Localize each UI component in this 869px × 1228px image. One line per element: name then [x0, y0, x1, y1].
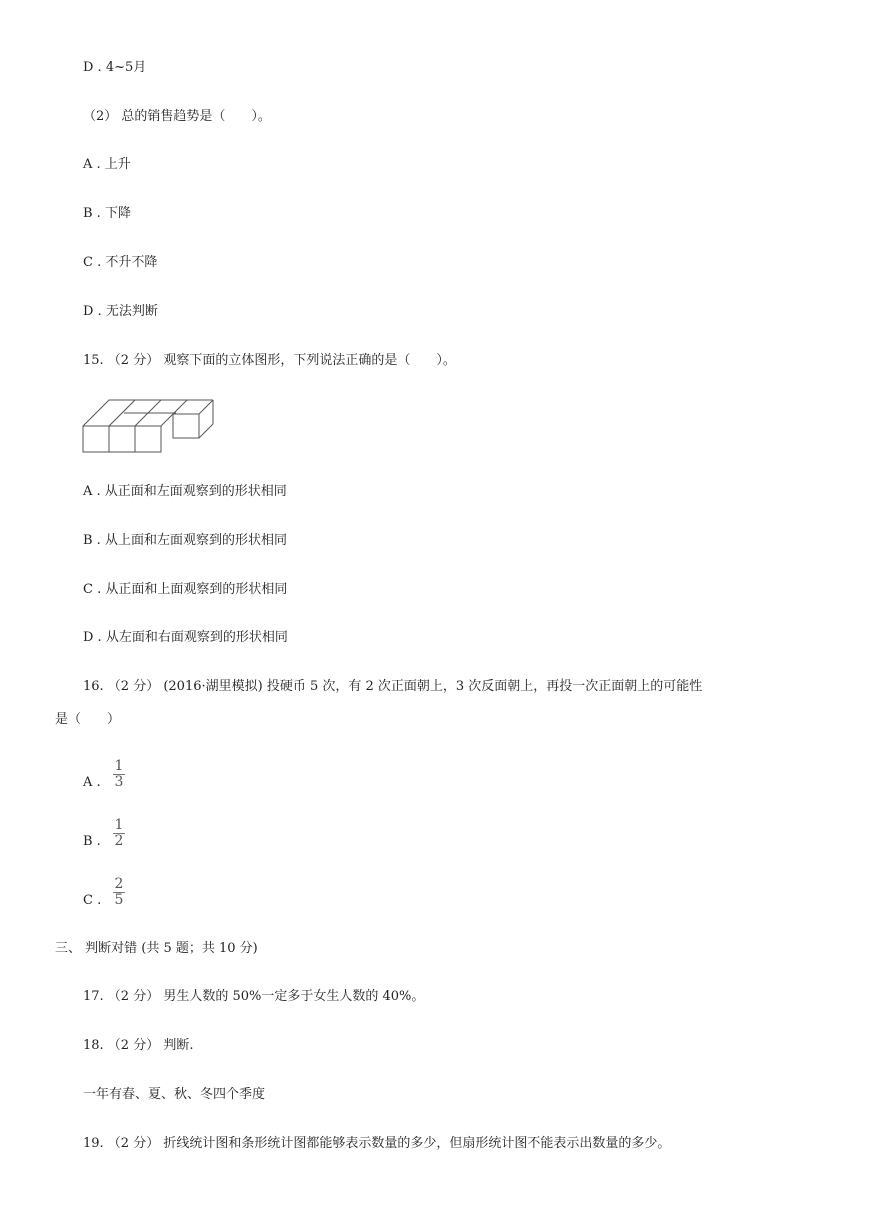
- q19-text: 19. （2 分） 折线统计图和条形统计图都能够表示数量的多少，但扇形统计图不能表示出数量的多少。: [83, 1136, 671, 1151]
- q16-option-c-label: C .: [83, 893, 102, 908]
- q15-stem: 15. （2 分） 观察下面的立体图形，下列说法正确的是（ ）。: [83, 353, 456, 368]
- q14-sub2-option-d: D . 无法判断: [83, 304, 158, 319]
- fraction-numerator: 1: [114, 758, 124, 774]
- q14-sub2-option-b: B . 下降: [83, 206, 131, 221]
- q17-text: 17. （2 分） 男生人数的 50%一定多于女生人数的 40%。: [83, 989, 425, 1004]
- q14-sub2-stem: （2） 总的销售趋势是（ ）。: [83, 109, 271, 124]
- q15-option-d: D . 从左面和右面观察到的形状相同: [83, 630, 288, 645]
- q14-sub2-option-c: C . 不升不降: [83, 255, 158, 270]
- cube-figure-lines: [83, 400, 213, 452]
- q14-sub2-option-a: A . 上升: [83, 157, 131, 172]
- q16-option-a-fraction: [113, 760, 125, 789]
- q16-stem-line2: 是（ ）: [55, 712, 121, 727]
- fraction-denominator: 5: [114, 892, 124, 908]
- q15-option-b: B . 从上面和左面观察到的形状相同: [83, 533, 287, 548]
- q16-option-a-label: A .: [83, 775, 101, 790]
- q16-stem-line1: 16. （2 分） (2016·湖里模拟) 投硬币 5 次，有 2 次正面朝上，3 次反面朝上，再投一次正面朝上的可能性: [83, 679, 703, 694]
- section3-title: 三、 判断对错 (共 5 题；共 10 分): [55, 941, 258, 956]
- fraction-numerator: 1: [114, 817, 124, 833]
- q18-stem: 18. （2 分） 判断.: [83, 1038, 194, 1053]
- q16-option-b-fraction: [113, 819, 125, 848]
- q16-option-c-fraction: [113, 878, 125, 907]
- q16-option-b-label: B .: [83, 834, 101, 849]
- q15-option-a: A . 从正面和左面观察到的形状相同: [83, 484, 287, 499]
- fraction-denominator: 2: [114, 833, 124, 849]
- q14-option-d: D . 4~5月: [83, 60, 147, 75]
- q18-statement: 一年有春、夏、秋、冬四个季度: [83, 1087, 266, 1102]
- fraction-denominator: 3: [114, 774, 124, 790]
- fraction-numerator: 2: [114, 876, 124, 892]
- cube-figure: [80, 398, 220, 456]
- q15-option-c: C . 从正面和上面观察到的形状相同: [83, 582, 288, 597]
